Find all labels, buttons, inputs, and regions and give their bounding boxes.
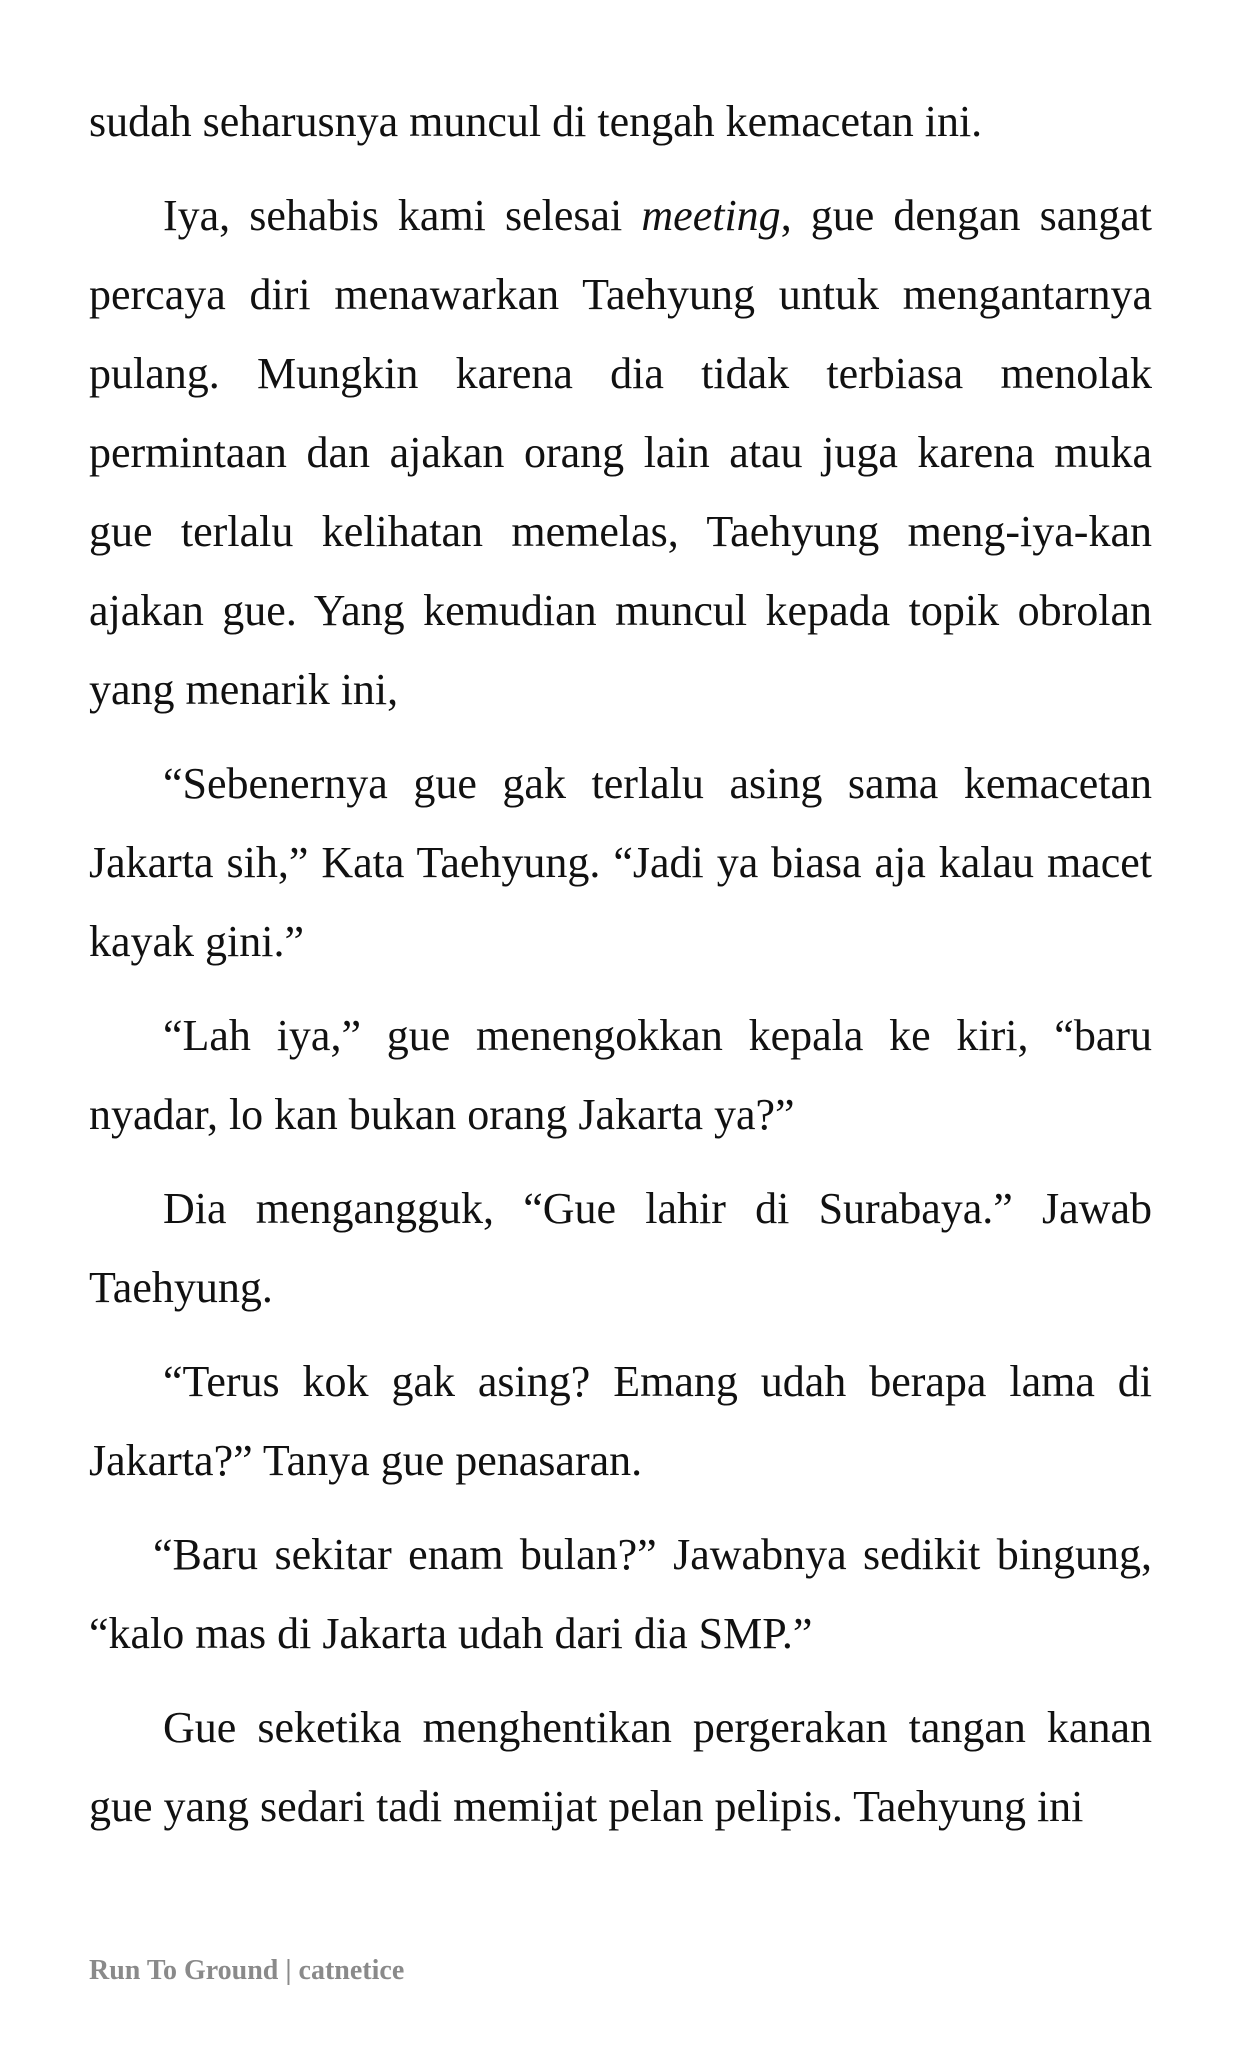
paragraph-6 (89, 1342, 1152, 1500)
paragraph-3 (89, 744, 1152, 981)
paragraph-7 (89, 1515, 1152, 1673)
paragraph-text-part: Iya, sehabis kami selesai (163, 191, 642, 240)
paragraph-5 (89, 1169, 1152, 1327)
paragraph-text: “Sebenernya gue gak terlalu asing sama kemacetan Jakarta sih,” Kata Taehyung. “Jadi ya biasa aja kalau macet kayak gini.” (89, 759, 1152, 966)
paragraph-text: Gue seketika menghentikan pergerakan tangan kanan gue yang sedari tadi memijat pelan pelipis. Taehyung ini (89, 1703, 1152, 1831)
paragraph-text: sudah seharusnya muncul di tengah kemacetan ini. (89, 97, 983, 146)
paragraph-1 (89, 82, 1152, 161)
paragraph-8 (89, 1688, 1152, 1846)
paragraph-text: “Lah iya,” gue menengokkan kepala ke kiri, “baru nyadar, lo kan bukan orang Jakarta ya?” (89, 1011, 1152, 1139)
paragraph-text-part: , gue dengan sangat percaya diri menawarkan Taehyung untuk mengantarnya pulang. Mungkin karena dia tidak terbiasa menolak permintaan dan ajakan orang lain atau juga karena muka gue terlalu kelihatan memelas, Taehyung meng-iya-kan ajakan gue. Yang kemudian muncul kepada topik obrolan yang menarik ini, (89, 191, 1152, 714)
paragraph-text: Dia mengangguk, “Gue lahir di Surabaya.” Jawab Taehyung. (89, 1184, 1152, 1312)
italic-word: meeting (641, 191, 781, 240)
paragraph-2 (89, 176, 1152, 729)
paragraph-text: “Terus kok gak asing? Emang udah berapa lama di Jakarta?” Tanya gue penasaran. (89, 1357, 1152, 1485)
body-text (89, 82, 1152, 1861)
page-footer: Run To Ground | catnetice (89, 1955, 405, 1986)
paragraph-4 (89, 996, 1152, 1154)
paragraph-text: “Baru sekitar enam bulan?” Jawabnya sedikit bingung, “kalo mas di Jakarta udah dari dia SMP.” (89, 1530, 1152, 1658)
